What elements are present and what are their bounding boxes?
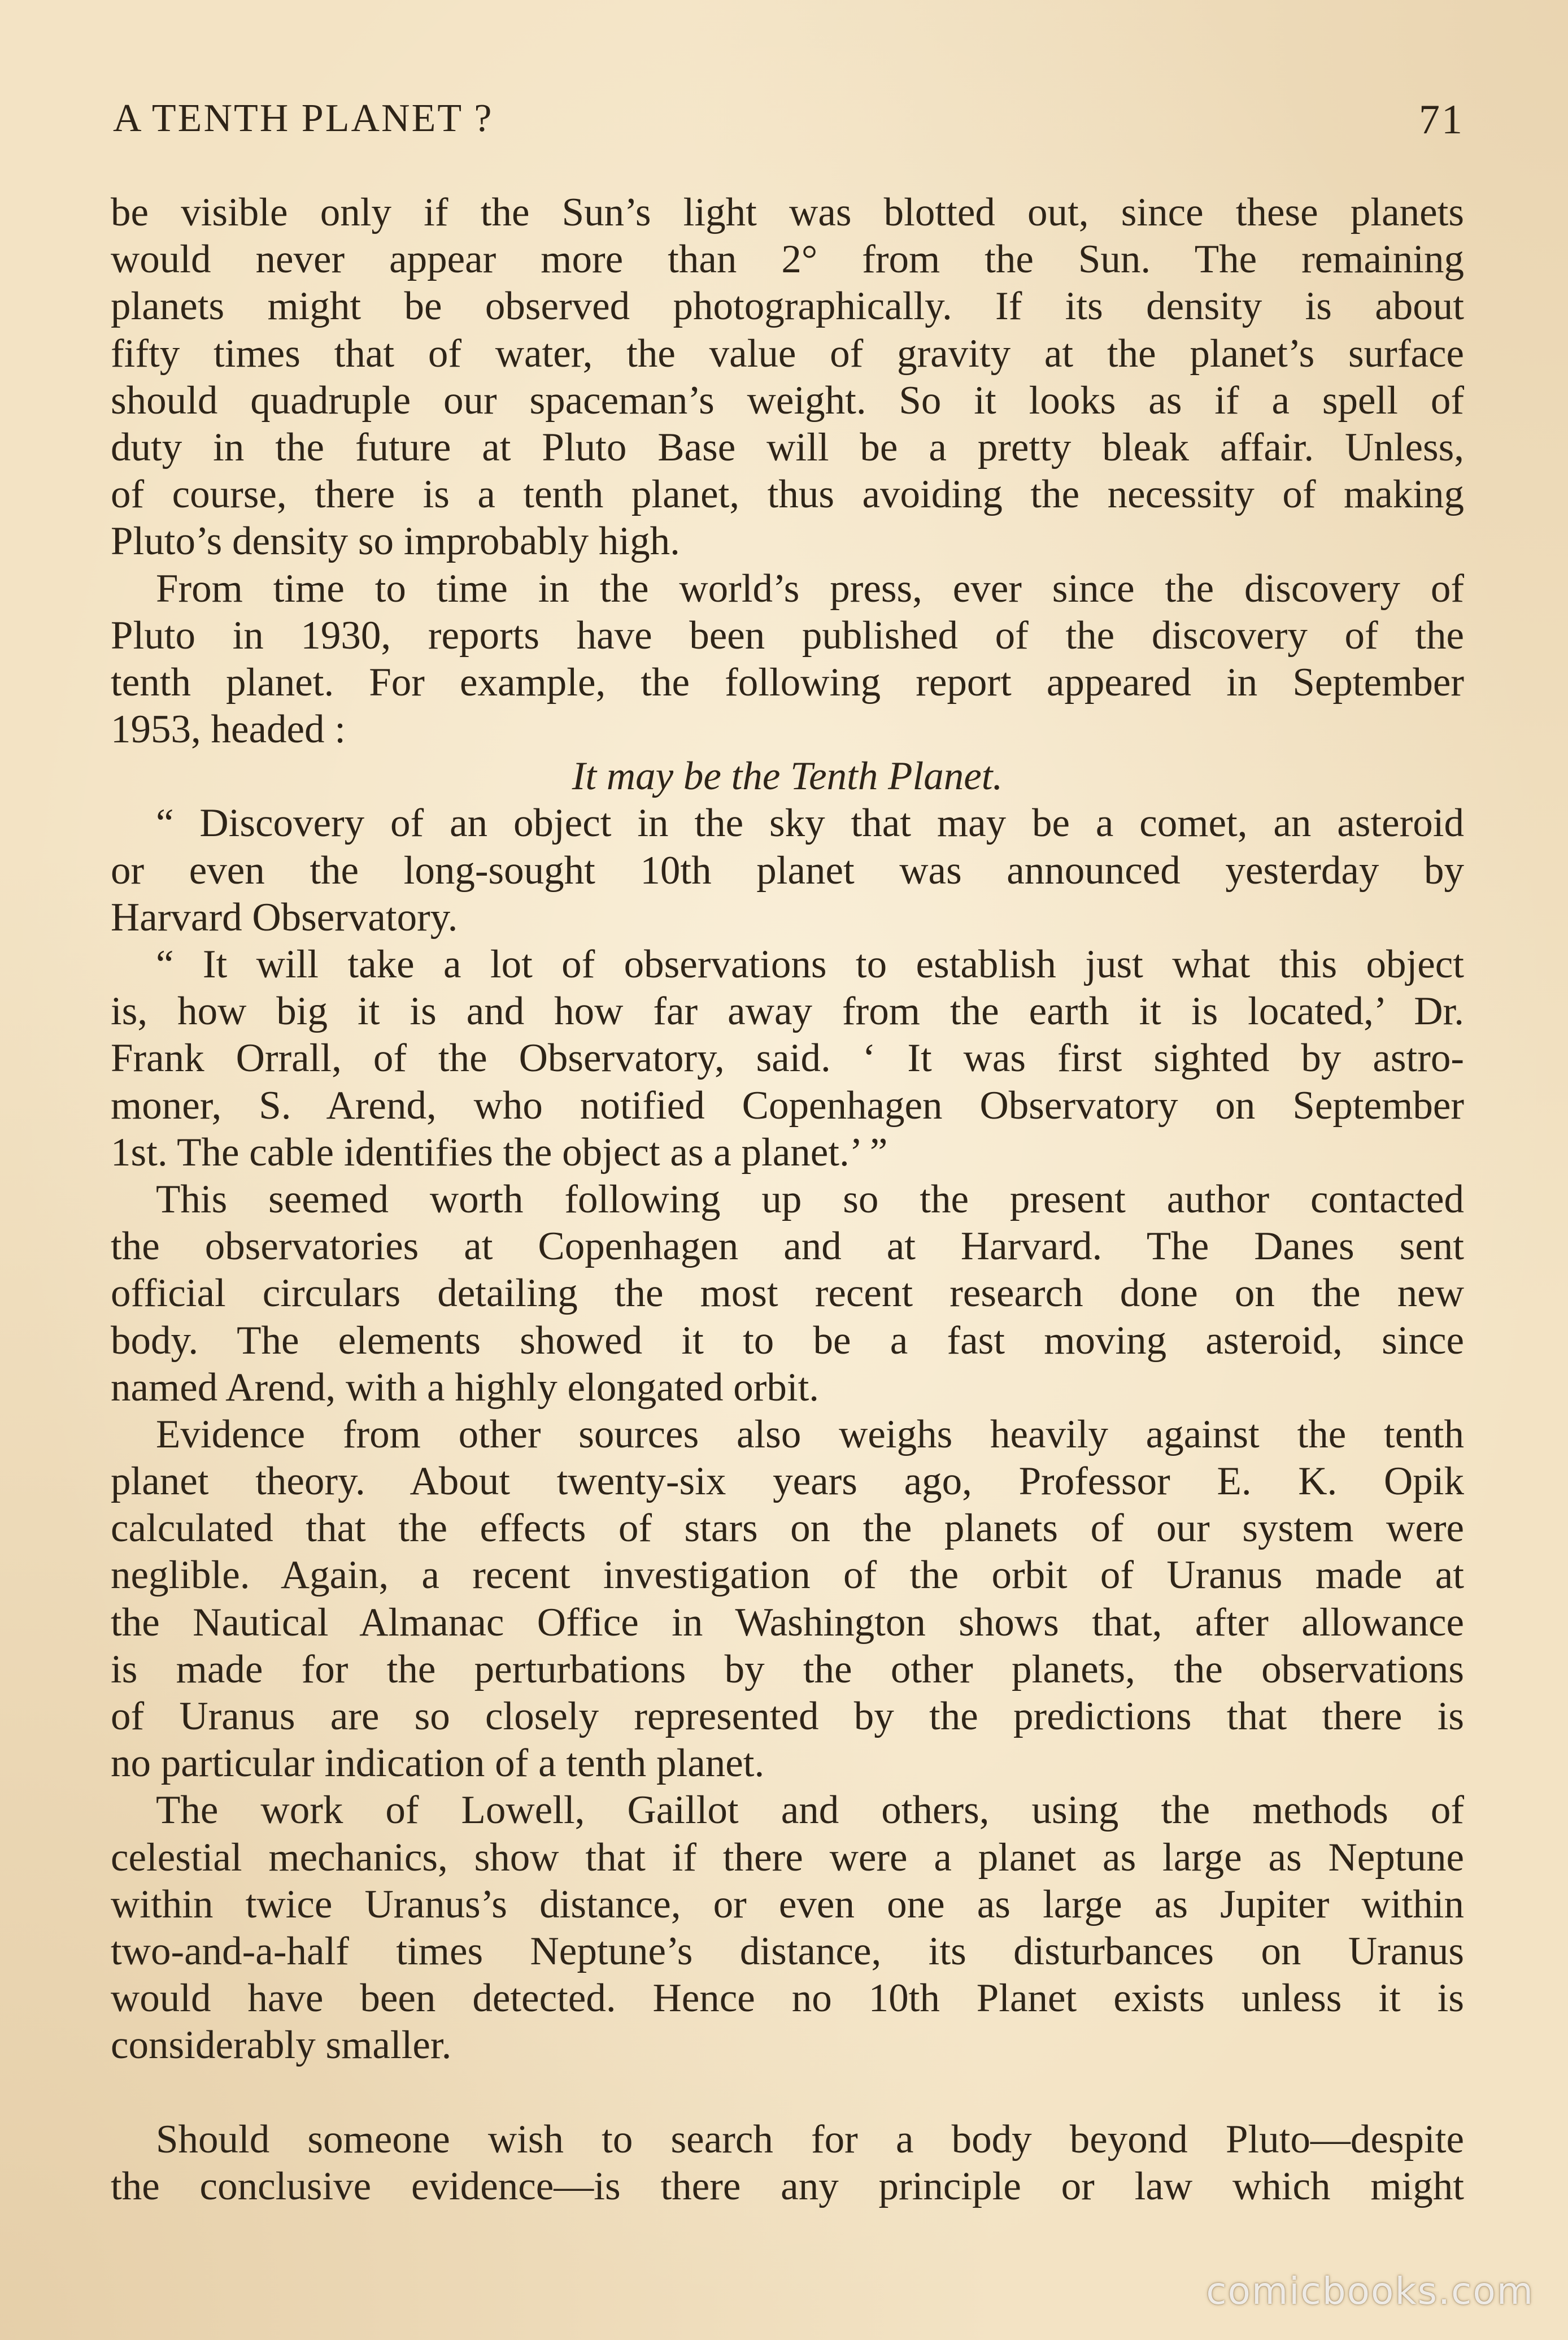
text-line: duty in the future at Pluto Base will be a pretty bleak affair. Unless,	[111, 425, 1464, 469]
text-line: is, how big it is and how far away from the earth it is located,’ Dr.	[111, 989, 1464, 1034]
text-line: no particular indication of a tenth planet.	[111, 1741, 765, 1786]
text-line: considerably smaller.	[111, 2023, 452, 2068]
text-line: the conclusive evidence—is there any principle or law which might	[111, 2164, 1464, 2208]
quoted-headline: It may be the Tenth Planet.	[572, 754, 1003, 799]
text-line: of Uranus are so closely represented by the predictions that there is	[111, 1694, 1464, 1738]
text-line: 1953, headed :	[111, 707, 346, 752]
text-line: is made for the perturbations by the other planets, the observations	[111, 1647, 1464, 1691]
text-line: 1st. The cable identifies the object as a planet.’ ”	[111, 1130, 888, 1175]
text-line: celestial mechanics, show that if there were a planet as large as Neptune	[111, 1835, 1464, 1880]
running-title: A TENTH PLANET ?	[113, 97, 494, 140]
text-line: planet theory. About twenty-six years ago, Professor E. K. Opik	[111, 1459, 1464, 1504]
text-line: would have been detected. Hence no 10th Planet exists unless it is	[111, 1976, 1464, 2021]
text-line: the Nautical Almanac Office in Washington shows that, after allowance	[111, 1600, 1464, 1645]
text-line: within twice Uranus’s distance, or even one as large as Jupiter within	[111, 1882, 1464, 1926]
text-line: of course, there is a tenth planet, thus avoiding the necessity of making	[111, 472, 1464, 517]
text-line: the observatories at Copenhagen and at Harvard. The Danes sent	[111, 1224, 1464, 1269]
text-line: neglible. Again, a recent investigation of the orbit of Uranus made at	[111, 1553, 1464, 1598]
text-line: Pluto in 1930, reports have been published of the discovery of the	[111, 613, 1464, 658]
page-header	[113, 96, 1464, 147]
body-text	[111, 189, 1464, 2210]
text-line: should quadruple our spaceman’s weight. So it looks as if a spell of	[111, 378, 1464, 423]
text-line: “ It will take a lot of observations to establish just what this object	[156, 942, 1464, 986]
text-line: Pluto’s density so improbably high.	[111, 519, 680, 564]
text-line: named Arend, with a highly elongated orbit.	[111, 1365, 820, 1410]
watermark: comicbooks.com	[1206, 2269, 1534, 2313]
text-line: planets might be observed photographically. If its density is about	[111, 284, 1464, 329]
text-line: Frank Orrall, of the Observatory, said. ‘ It was first sighted by astro-	[111, 1036, 1464, 1081]
text-line: or even the long-sought 10th planet was announced yesterday by	[111, 848, 1464, 893]
text-line: body. The elements showed it to be a fast moving asteroid, since	[111, 1318, 1464, 1363]
text-line: moner, S. Arend, who notified Copenhagen Observatory on September	[111, 1083, 1464, 1128]
page-number: 71	[1419, 97, 1464, 143]
text-line: tenth planet. For example, the following report appeared in September	[111, 660, 1464, 704]
text-line: From time to time in the world’s press, ever since the discovery of	[156, 566, 1464, 611]
text-line: Should someone wish to search for a body beyond Pluto—despite	[156, 2117, 1464, 2161]
text-line: Harvard Observatory.	[111, 895, 458, 940]
text-line: two-and-a-half times Neptune’s distance, its disturbances on Uranus	[111, 1929, 1464, 1973]
text-line: Evidence from other sources also weighs heavily against the tenth	[156, 1412, 1464, 1456]
paragraph-gap	[111, 2069, 1464, 2116]
text-line: This seemed worth following up so the present author contacted	[156, 1177, 1464, 1221]
text-line: would never appear more than 2° from the Sun. The remaining	[111, 237, 1464, 282]
text-line: calculated that the effects of stars on the planets of our system were	[111, 1506, 1464, 1551]
text-line: official circulars detailing the most recent research done on the new	[111, 1271, 1464, 1316]
text-line: The work of Lowell, Gaillot and others, using the methods of	[156, 1788, 1464, 1833]
text-line: fifty times that of water, the value of gravity at the planet’s surface	[111, 331, 1464, 376]
text-line: be visible only if the Sun’s light was blotted out, since these planets	[111, 190, 1464, 234]
text-line: “ Discovery of an object in the sky that may be a comet, an asteroid	[156, 801, 1464, 846]
